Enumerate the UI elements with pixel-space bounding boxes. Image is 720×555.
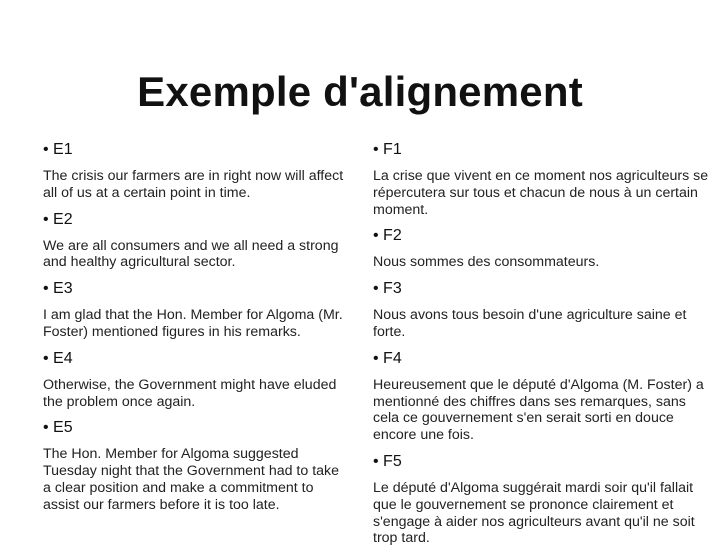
sentence-label: • F5 <box>373 452 402 470</box>
sentence-label: • F1 <box>373 141 402 158</box>
sentence-f2 <box>373 226 713 271</box>
sentence-label: • E1 <box>43 141 73 158</box>
sentence-text: Nous avons tous besoin d'une agriculture saine et forte. <box>373 307 687 340</box>
sentence-e4 <box>43 349 348 411</box>
sentence-text: The Hon. Member for Algoma suggested Tuesday night that the Government had to take a clear position and make a commitment to assist our farmers before it is too late. <box>43 446 340 513</box>
sentence-e2 <box>43 210 348 272</box>
sentence-e1 <box>43 140 348 202</box>
sentence-e3 <box>43 279 348 341</box>
sentence-text: Le député d'Algoma suggérait mardi soir qu'il fallait que le gouvernement se prononce clairement et s'engage à aider nos agriculteurs avant qu'il ne soit trop tard. <box>373 479 695 547</box>
english-column <box>43 140 348 522</box>
sentence-f1 <box>373 140 713 218</box>
sentence-text: Nous sommes des consommateurs. <box>373 254 600 271</box>
sentence-label: • E3 <box>43 280 73 298</box>
french-column <box>373 140 713 555</box>
sentence-label: • F4 <box>373 349 402 367</box>
sentence-text: I am glad that the Hon. Member for Algoma (Mr. Foster) mentioned figures in his remarks. <box>43 307 343 340</box>
sentence-label: • F3 <box>373 280 402 298</box>
sentence-label: • E2 <box>43 210 73 228</box>
sentence-f5 <box>373 452 713 547</box>
sentence-text: We are all consumers and we all need a strong and healthy agricultural sector. <box>43 237 339 271</box>
sentence-label: • E4 <box>43 349 73 367</box>
sentence-label: • F2 <box>373 227 402 245</box>
sentence-text: The crisis our farmers are in right now will affect all of us at a certain point in time. <box>43 168 344 201</box>
sentence-f3 <box>373 279 713 341</box>
slide-title: Exemple d'alignement <box>137 68 583 115</box>
sentence-f4 <box>373 349 713 444</box>
sentence-text: Heureusement que le député d'Algoma (M. Foster) a mentionné des chiffres dans ses remarques, sans cela ce gouvernement s'en serait sorti en douce encore une fois. <box>373 376 704 444</box>
sentence-text: La crise que vivent en ce moment nos agriculteurs se répercutera sur tous et chacun de nous à un certain moment. <box>373 168 709 218</box>
sentence-text: Otherwise, the Government might have eluded the problem once again. <box>43 376 337 410</box>
sentence-label: • E5 <box>43 419 73 437</box>
sentence-e5 <box>43 418 348 513</box>
